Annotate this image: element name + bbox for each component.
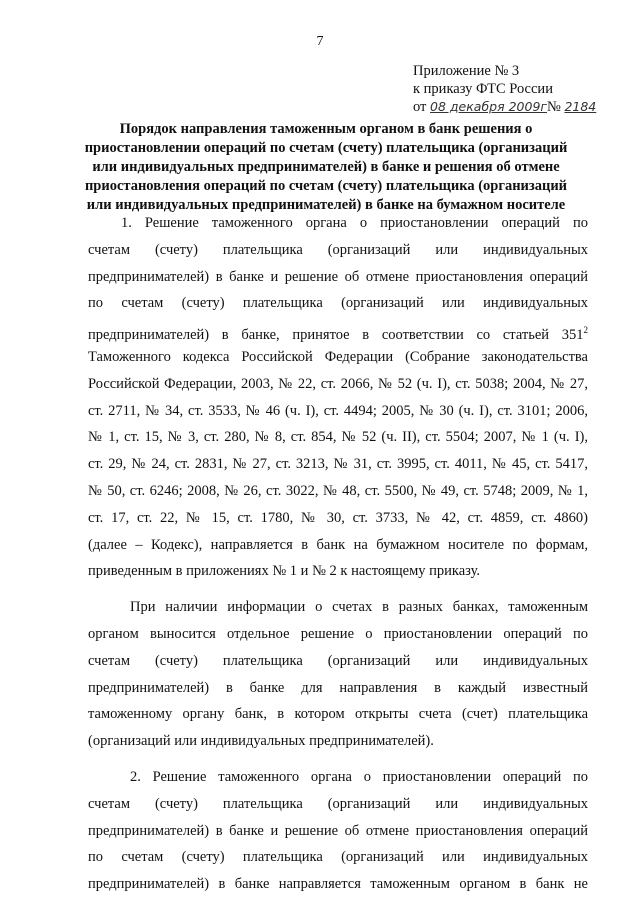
document-title: [78, 120, 574, 215]
footnote-marker: 2: [583, 325, 588, 336]
title-line: Порядок направления таможенным органом в банк решения о: [119, 121, 533, 137]
appendix-number-sign: №: [546, 99, 565, 115]
appendix-header: [413, 62, 596, 116]
paragraph-line: 2. Решение таможенного органа о приостановлении операций по: [130, 768, 588, 785]
appendix-date-prefix: от: [413, 99, 431, 115]
paragraph-line: органом выносится отдельное решение о приостановлении операций по: [88, 625, 588, 642]
title-line: или индивидуальных предпринимателей) в банке и решения об отмене: [92, 159, 560, 175]
paragraph-line: Таможенного кодекса Российской Федерации (Собрание законодательства: [88, 348, 588, 365]
appendix-title: Приложение № 3: [413, 63, 520, 79]
paragraph-line: ст. 17, ст. 22, № 15, ст. 1780, № 30, ст. 3733, № 42, ст. 4859, ст. 4860): [88, 509, 588, 526]
paragraph-line: счетам (счету) плательщика (организаций или индивидуальных: [88, 241, 588, 258]
paragraph-line-with-footnote: [88, 317, 588, 344]
appendix-order-ref: к приказу ФТС России: [413, 81, 553, 97]
paragraph-line: по счетам (счету) плательщика (организаций или индивидуальных: [88, 849, 588, 866]
paragraph-line: счетам (счету) плательщика (организаций или индивидуальных: [88, 652, 588, 669]
title-line: приостановления операций по счетам (счету) плательщика (организаций: [84, 178, 568, 194]
title-line: или индивидуальных предпринимателей) в банке на бумажном носителе: [86, 197, 566, 213]
paragraph-line: приведенным в приложениях № 1 и № 2 к настоящему приказу.: [88, 563, 481, 580]
document-body: [88, 210, 588, 898]
appendix-date-line: [413, 98, 596, 116]
paragraph-line: ст. 29, № 24, ст. 2831, № 27, ст. 3213, № 31, ст. 3995, ст. 4011, № 45, ст. 5417,: [88, 456, 588, 473]
paragraph-2: [88, 594, 588, 755]
paragraph-line: 1. Решение таможенного органа о приостановлении операций по: [121, 215, 588, 231]
page-number: 7: [316, 34, 324, 49]
paragraph-line: (далее – Кодекс), направляется в банк на бумажном носителе по формам,: [88, 536, 588, 553]
paragraph-line: предпринимателей) в банке и решение об отмене приостановления операций: [88, 822, 588, 839]
paragraph-line: предпринимателей) в банке и решение об отмене приостановления операций: [88, 268, 588, 285]
paragraph-line: предпринимателей) в банке для направления в каждый известный: [88, 679, 588, 696]
paragraph-line: (организаций или индивидуальных предпринимателей).: [88, 733, 434, 750]
paragraph-line: счетам (счету) плательщика (организаций или индивидуальных: [88, 795, 588, 812]
appendix-number: 2184: [564, 99, 597, 114]
paragraph-line-text: предпринимателей) в банке, принятое в соответствии со статьей 351: [88, 327, 584, 344]
paragraph-line: по счетам (счету) плательщика (организаций или индивидуальных: [88, 295, 588, 312]
paragraph-line: № 50, ст. 6246; 2008, № 26, ст. 3022, № 48, ст. 5500, № 49, ст. 5748; 2009, № 1,: [88, 482, 588, 499]
paragraph-1: [88, 210, 588, 585]
paragraph-line: ст. 2711, № 34, ст. 3533, № 46 (ч. I), ст. 4494; 2005, № 30 (ч. I), ст. 3101; 2006,: [88, 402, 588, 419]
paragraph-3: [88, 764, 588, 898]
paragraph-line: Российской Федерации, 2003, № 22, ст. 2066, № 52 (ч. I), ст. 5038; 2004, № 27,: [88, 375, 588, 392]
title-line: приостановлении операций по счетам (счету) плательщика (организаций: [84, 140, 568, 156]
paragraph-line: предпринимателей) в банке направляется таможенным органом в банк не: [88, 876, 588, 893]
paragraph-line: При наличии информации о счетах в разных банках, таможенным: [130, 599, 588, 616]
paragraph-line: № 1, ст. 15, № 3, ст. 280, № 8, ст. 854, № 52 (ч. II), ст. 5504; 2007, № 1 (ч. I),: [88, 429, 588, 446]
appendix-date: 08 декабря 2009г: [430, 99, 547, 114]
paragraph-line: таможенному органу банк, в котором открыты счета (счет) плательщика: [88, 706, 588, 723]
